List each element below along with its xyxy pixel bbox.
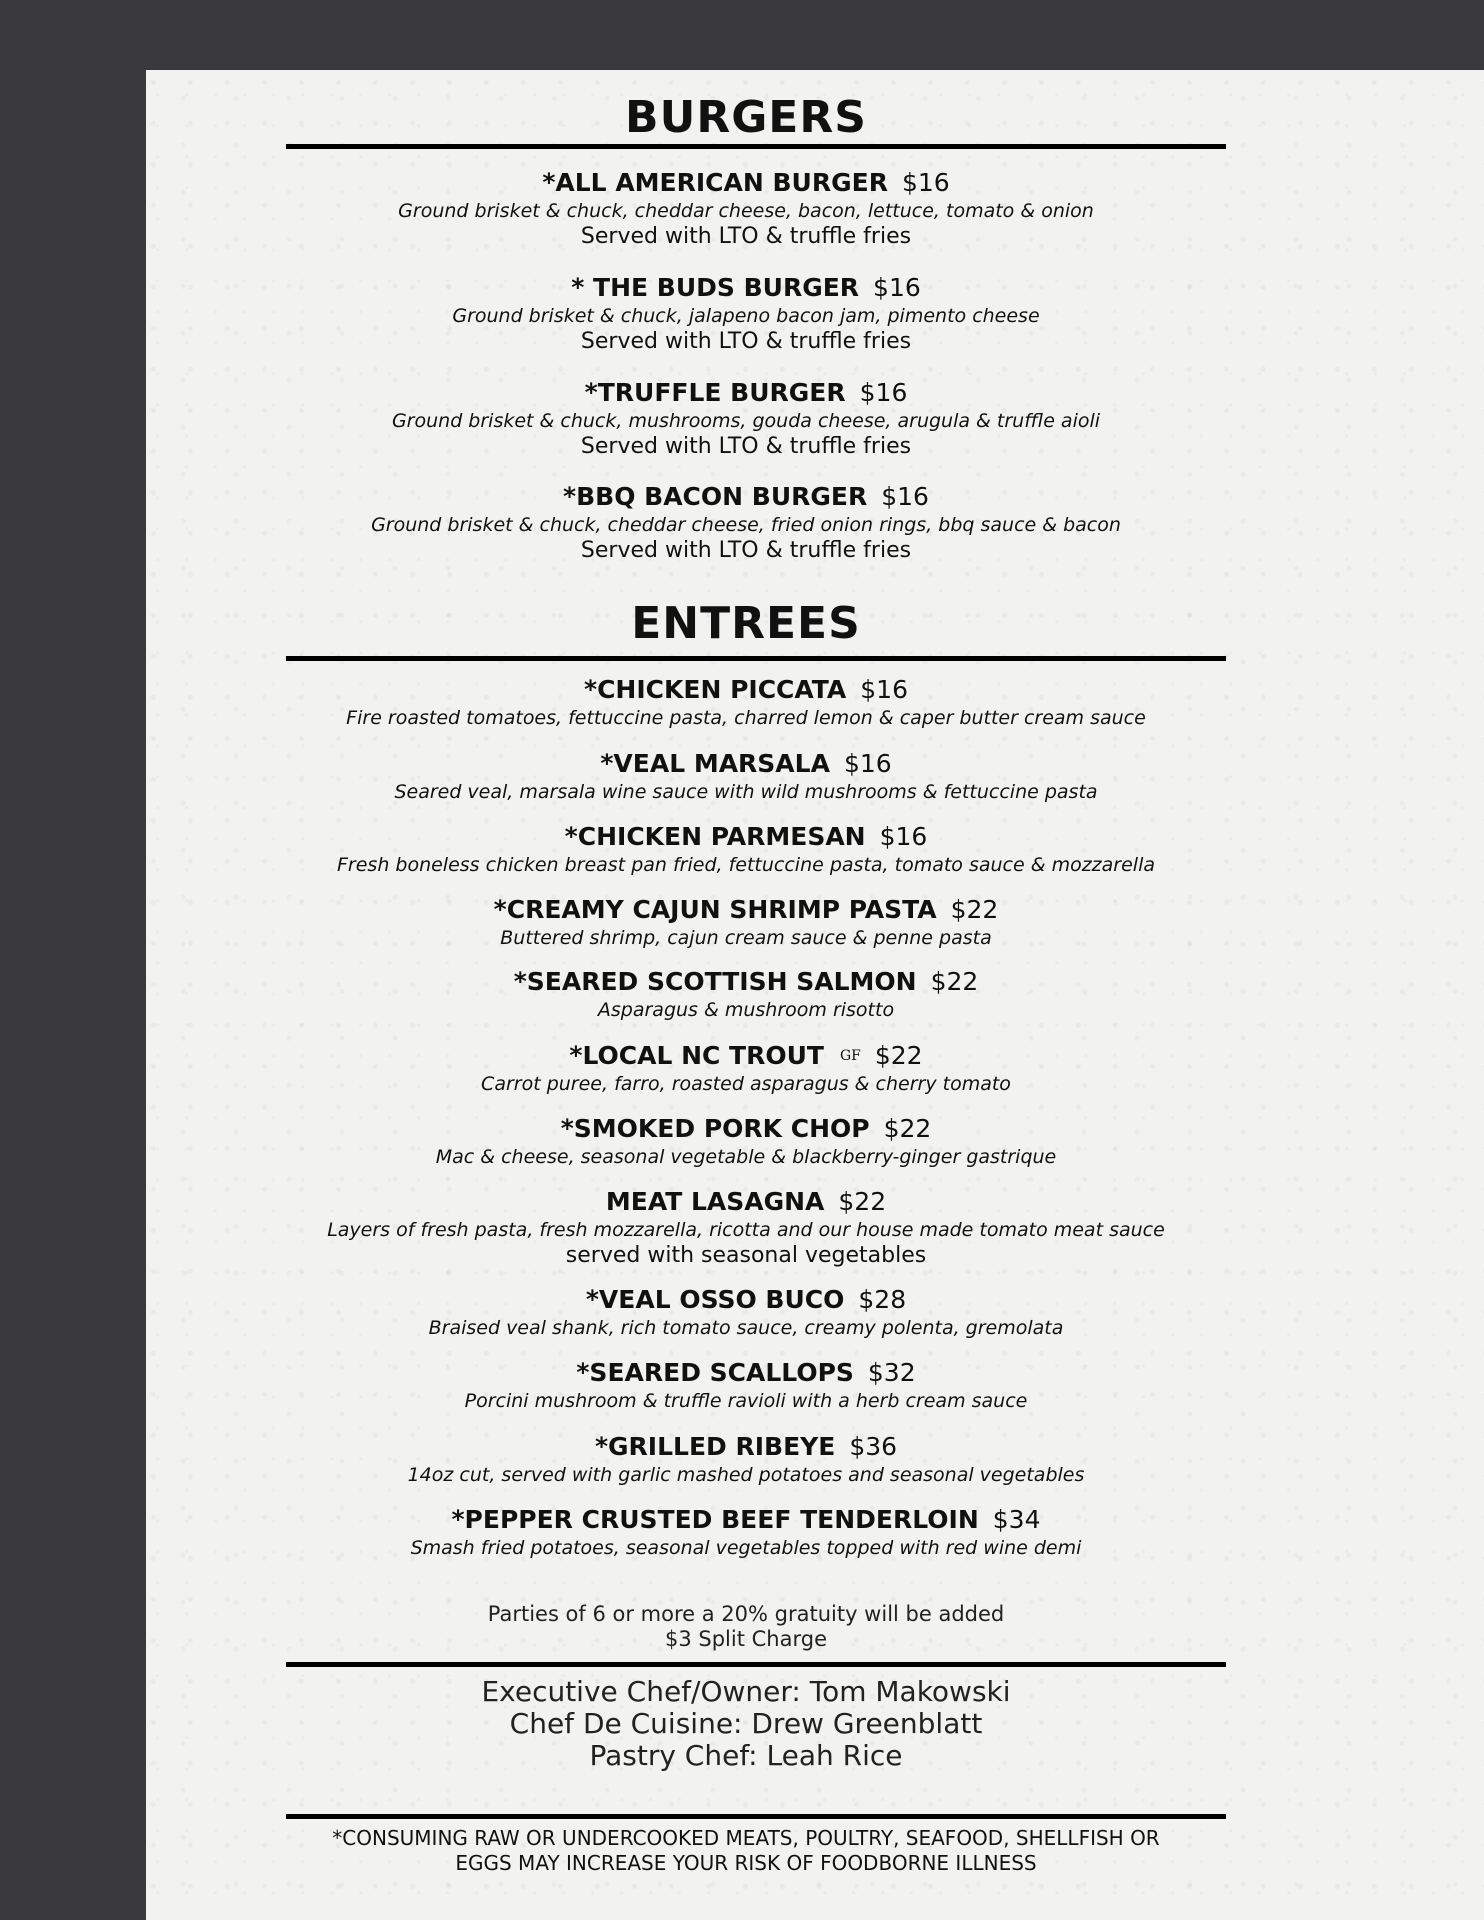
menu-item <box>146 378 1346 460</box>
item-desc: Braised veal shank, rich tomato sauce, creamy polenta, gremolata <box>428 1317 1064 1339</box>
item-name: *SMOKED PORK CHOP <box>560 1114 870 1143</box>
item-served: Served with LTO & truffle fries <box>580 224 912 249</box>
item-desc: Mac & cheese, seasonal vegetable & blackberry-ginger gastrique <box>435 1146 1057 1168</box>
item-desc: Porcini mushroom & truffle ravioli with a herb cream sauce <box>464 1390 1028 1412</box>
item-desc: Layers of fresh pasta, fresh mozzarella, ricotta and our house made tomato meat sauce <box>327 1219 1165 1241</box>
item-desc: Ground brisket & chuck, cheddar cheese, fried onion rings, bbq sauce & bacon <box>371 514 1121 536</box>
menu-item <box>146 822 1346 878</box>
item-price: $16 <box>843 749 892 778</box>
gratuity-note <box>146 1602 1346 1652</box>
chef-de-cuisine: Chef De Cuisine: Drew Greenblatt <box>509 1707 983 1740</box>
warning-line-2: EGGS MAY INCREASE YOUR RISK OF FOODBORNE ILLNESS <box>455 1851 1037 1875</box>
item-name: MEAT LASAGNA <box>605 1187 825 1216</box>
menu-item <box>146 1358 1346 1414</box>
entrees-rule <box>286 656 1226 661</box>
item-name: *CHICKEN PICCATA <box>584 675 847 704</box>
executive-chef: Executive Chef/Owner: Tom Makowski <box>481 1675 1011 1708</box>
item-price: $16 <box>859 378 908 407</box>
menu-item <box>146 1285 1346 1341</box>
menu-item <box>146 1187 1346 1269</box>
item-name: *BBQ BACON BURGER <box>563 482 868 511</box>
item-price: $16 <box>860 675 908 704</box>
warning-line-1: *CONSUMING RAW OR UNDERCOOKED MEATS, POULTRY, SEAFOOD, SHELLFISH OR <box>332 1826 1160 1850</box>
burgers-title: BURGERS <box>625 92 867 143</box>
split-charge-text: $3 Split Charge <box>665 1627 827 1651</box>
item-price: $22 <box>883 1114 932 1143</box>
item-price: $22 <box>874 1041 923 1070</box>
menu-item <box>146 675 1346 731</box>
item-name: *TRUFFLE BURGER <box>584 378 846 407</box>
item-price: $22 <box>930 967 979 996</box>
item-desc: Smash fried potatoes, seasonal vegetables topped with red wine demi <box>410 1537 1082 1559</box>
item-name: * THE BUDS BURGER <box>571 273 860 302</box>
item-price: $34 <box>992 1505 1041 1534</box>
item-price: $32 <box>867 1358 916 1387</box>
item-name: *PEPPER CRUSTED BEEF TENDERLOIN <box>451 1505 979 1534</box>
item-price: $16 <box>873 273 921 302</box>
item-served: Served with LTO & truffle fries <box>580 434 912 459</box>
item-price: $16 <box>881 482 929 511</box>
item-desc: Ground brisket & chuck, cheddar cheese, bacon, lettuce, tomato & onion <box>398 200 1094 222</box>
item-name: *LOCAL NC TROUT <box>569 1041 824 1070</box>
menu-item <box>146 1041 1346 1097</box>
item-name: *SEARED SCALLOPS <box>576 1358 854 1387</box>
burgers-rule <box>286 144 1226 149</box>
item-desc: Seared veal, marsala wine sauce with wild mushrooms & fettuccine pasta <box>394 781 1098 803</box>
gratuity-text: Parties of 6 or more a 20% gratuity will be added <box>487 1602 1005 1626</box>
item-desc: 14oz cut, served with garlic mashed potatoes and seasonal vegetables <box>407 1464 1085 1486</box>
pastry-chef: Pastry Chef: Leah Rice <box>589 1739 903 1772</box>
menu-item <box>146 1432 1346 1488</box>
item-desc: Asparagus & mushroom risotto <box>597 999 895 1021</box>
menu-item <box>146 895 1346 951</box>
item-name: *ALL AMERICAN BURGER <box>542 168 888 197</box>
item-price: $28 <box>858 1285 907 1314</box>
notes-rule <box>286 1662 1226 1667</box>
item-name: *CREAMY CAJUN SHRIMP PASTA <box>493 895 937 924</box>
item-price: $36 <box>849 1432 898 1461</box>
menu-item <box>146 168 1346 250</box>
chefs-rule <box>286 1814 1226 1819</box>
item-desc: Carrot puree, farro, roasted asparagus & cherry tomato <box>481 1073 1011 1095</box>
menu-item <box>146 273 1346 355</box>
item-served: served with seasonal vegetables <box>565 1243 927 1268</box>
gluten-free-tag: GF <box>839 1048 861 1064</box>
chef-credits <box>146 1676 1346 1772</box>
menu-item <box>146 1114 1346 1170</box>
menu-item <box>146 482 1346 564</box>
item-price: $16 <box>879 822 928 851</box>
menu-page <box>146 70 1484 1920</box>
item-name: *VEAL MARSALA <box>600 749 830 778</box>
menu-item <box>146 967 1346 1023</box>
item-desc: Buttered shrimp, cajun cream sauce & penne pasta <box>500 927 992 949</box>
menu-item <box>146 1505 1346 1561</box>
item-desc: Ground brisket & chuck, jalapeno bacon jam, pimento cheese <box>452 305 1040 327</box>
item-served: Served with LTO & truffle fries <box>580 329 912 354</box>
item-name: *VEAL OSSO BUCO <box>585 1285 845 1314</box>
item-served: Served with LTO & truffle fries <box>580 538 912 563</box>
entrees-title: ENTREES <box>631 598 861 649</box>
consumption-warning <box>146 1826 1346 1876</box>
item-name: *GRILLED RIBEYE <box>594 1432 836 1461</box>
item-name: *SEARED SCOTTISH SALMON <box>513 967 917 996</box>
item-price: $16 <box>901 168 950 197</box>
item-price: $22 <box>838 1187 887 1216</box>
item-desc: Fresh boneless chicken breast pan fried, fettuccine pasta, tomato sauce & mozzarella <box>336 854 1156 876</box>
menu-item <box>146 749 1346 805</box>
item-desc: Fire roasted tomatoes, fettuccine pasta, charred lemon & caper butter cream sauce <box>346 707 1146 729</box>
item-price: $22 <box>950 895 999 924</box>
item-desc: Ground brisket & chuck, mushrooms, gouda cheese, arugula & truffle aioli <box>391 410 1101 432</box>
item-name: *CHICKEN PARMESAN <box>564 822 866 851</box>
